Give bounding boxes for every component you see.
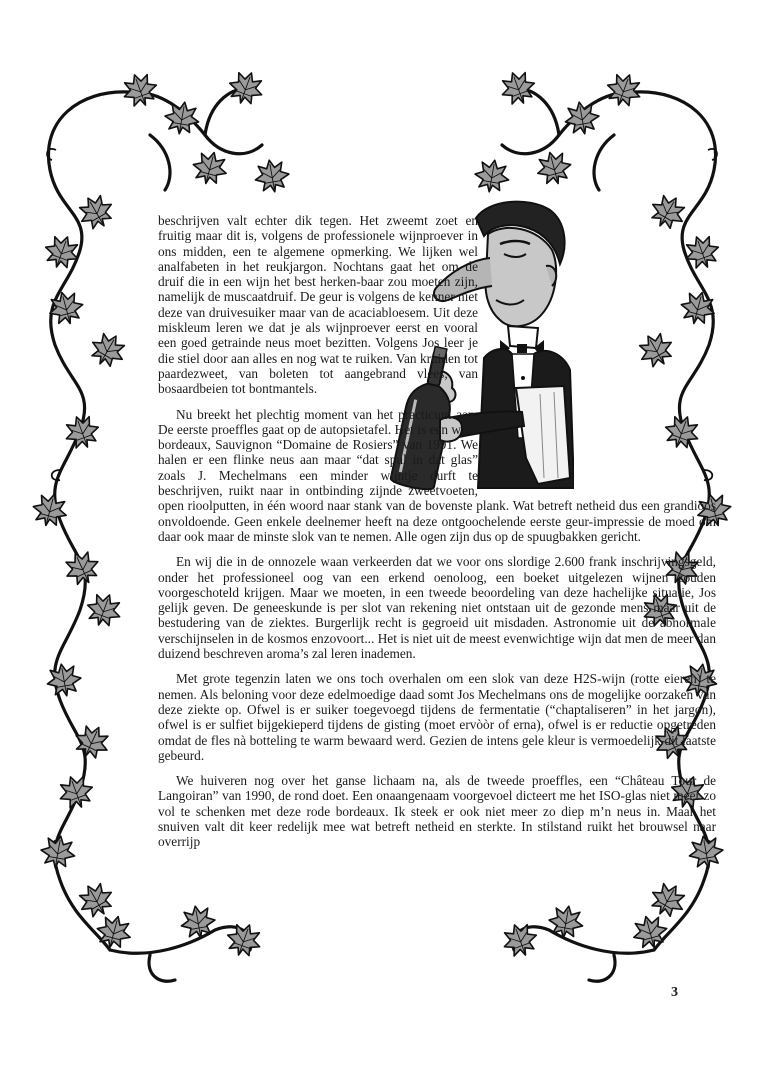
paragraph-1: beschrijven valt echter dik tegen. Het zweemt zoet en fruitig maar dit is, volgens de professionele wijnproever in ons midden, een te algemene opmerking. We lijken wel analfabeten in het reukjargon. Nochtans gaat het om de druif die in een wijn het best herken-baar zou moeten zijn, namelijk de muscaatdruif. De geur is volgens de kenner niet deze van druivesuiker maar van de acaciabloesem. Uit deze miskleum leren we dat je als wijnproever eerst en vooral een goed getrainde neus moet bezitten. Volgens Jos leer je die stiel door aan alles en nog wat te ruiken. Van kruiden tot paardezweet, van boleten tot aangebrand vlees, van bosaardbeien tot bontmantels. [158, 213, 478, 397]
page-number: 3 [671, 985, 678, 1000]
paragraph-4: Met grote tegenzin laten we ons toch overhalen om een slok van deze H2S-wijn (rotte eieren) te nemen. Als beloning voor deze edelmoedige daad somt Jos Mechelmans ons de mogelijke oorzaken van deze ziekte op. Ofwel is er suiker toegevoegd tijdens de fermentatie (“chaptaliseren” in het jargon), ofwel is er sulfiet bijgekieperd tijdens de gisting (moet ervòòr of erna), ofwel is er reductie opgetreden omdat de fles nà botteling te warm bewaard werd. Gezien de intens gele kleur is vermoedelijk dit laatste gebeurd. [158, 671, 716, 763]
paragraph-3: En wij die in de onnozele waan verkeerden dat we voor ons slordige 2.600 frank inschrijvingsgeld, onder het professioneel oog van een erkend oenoloog, een boeket uitgelezen wijnen zouden voorgeschoteld krijgen. Maar we moeten, in een tweede beoordeling van deze hachelijke situatie, Jos gelijk geven. De geneeskunde is per slot van rekening niet ontstaan uit de gezonde mens maar uit de bestudering van de ziektes. Burgerlijk recht is gegroeid uit misdaden. Astronomie uit de abnormale verschijnselen in de kosmos enzovoort... Het is niet uit de meest evenwichtige wijn dat men de meer dan duizend beschreven aroma’s zal leren inademen. [158, 554, 716, 662]
paragraph-5: We huiveren nog over het ganse lichaam na, als de tweede proeffles, een “Château Tour de Langoiran” van 1990, de rond doet. Een onaangenaam voorgevoel dicteert me het ISO-glas niet meer zo vol te schenken met deze rode bordeaux. Ik steek er ook niet meer zo diep m’n neus in. Maar het snuiven valt dit keer redelijk mee wat betreft netheid en sterkte. In stilstand ruikt het brouwsel naar overrijp [158, 773, 716, 850]
paragraph-2: Nu breekt het plechtig moment van het practicum aan. De eerste proeffles gaat op de autopsietafel. Het is een witte bordeaux, Sauvignon “Domaine de Rosiers” van 1991. We halen er een flinke neus aan maar “dat spul in dat glas” zoals J. Mechelmans een minder wijntje durft te beschrijven, ruikt naar in ontbinding zijnde zweetvoeten, open rioolputten, in één woord naar stank van de bovenste plank. Wat betreft netheid dus een grandioos onvoldoende. Geen enkele deelnemer heeft na deze ontgoochelende eerste geur-impressie de moed om daar ook maar de minste slok van te nemen. Alle ogen zijn dus op de spuugbakken gericht. [158, 406, 716, 544]
illustration-float-area [478, 207, 716, 493]
article-text [158, 213, 716, 860]
